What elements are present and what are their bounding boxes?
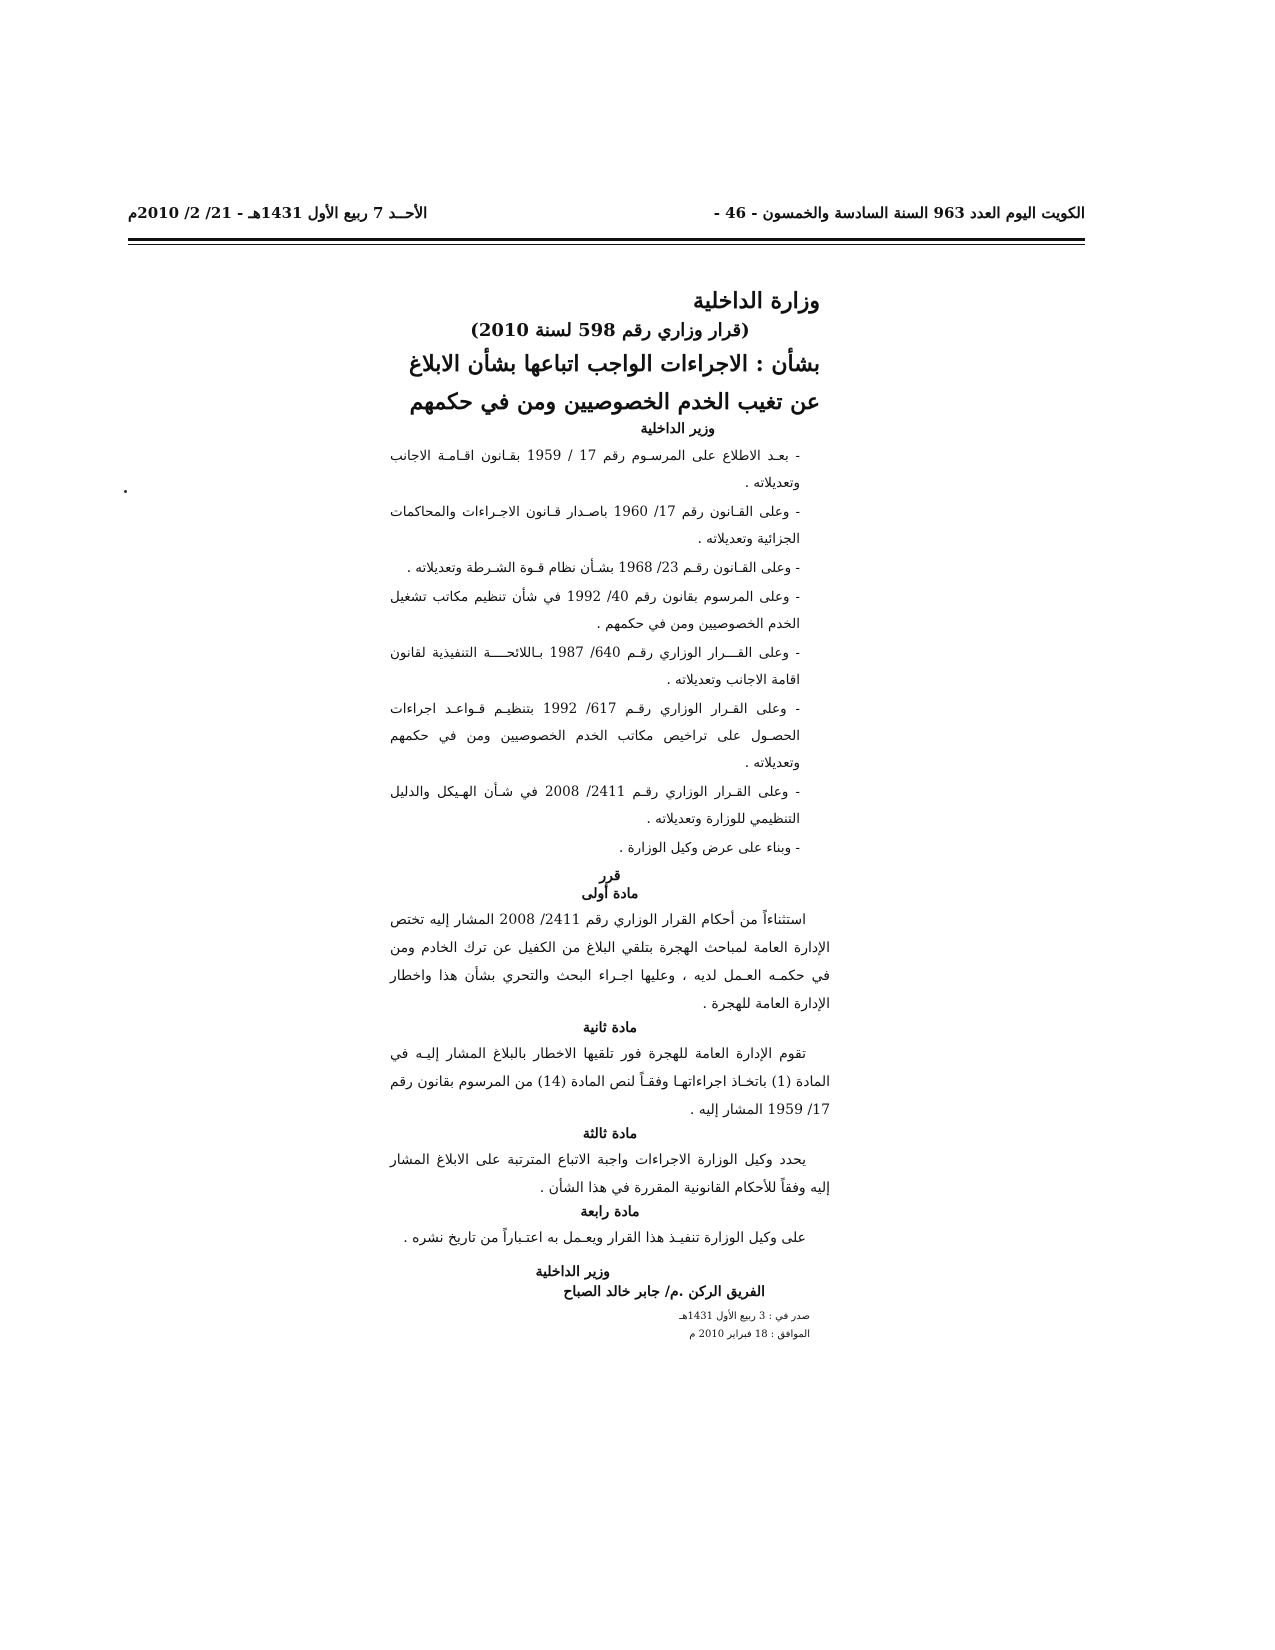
scan-speck	[124, 490, 127, 493]
header-rule	[128, 238, 1085, 241]
article-body: استثناءاً من أحكام القرار الوزاري رقم 2411/ 2008 المشار إليه تختص الإدارة العامة لمباحث الهجرة بتلقي البلاغ من الكفيل عن ترك الخادم ومن في حكمـه العـمل لديه ، وعليها اجـراء البحث والتحري بشأن هذا واخطار الإدارة العامة للهجرة .	[390, 912, 830, 1012]
subject-line-2: عن تغيب الخدم الخصوصيين ومن في حكمهم	[409, 389, 820, 415]
preamble-clause: - وعلى القـرار الوزاري رقـم 617/ 1992 بتنظيـم قـواعـد اجراءات الحصـول على تراخيص مكاتب الخدم الخصوصيين ومن في حكمهم وتعديلاته .	[390, 701, 800, 771]
header-rule-thin	[128, 244, 1085, 245]
subject-line-1: بشأن : الاجراءات الواجب اتباعها بشأن الابلاغ	[408, 351, 820, 377]
article-body: يحدد وكيل الوزارة الاجراءات واجبة الاتباع المترتبة على الابلاغ المشار إليه وفقاً للأحكام القانونية المقررة في هذا الشأن .	[390, 1152, 830, 1196]
issued-date-gregorian: الموافق : 18 فبراير 2010 م	[689, 1329, 810, 1340]
article-title: مادة أولى	[581, 886, 639, 902]
issue-info: الكويت اليوم العدد 963 السنة السادسة والخمسون - 46 -	[713, 204, 1085, 222]
article-title: مادة رابعة	[580, 1204, 640, 1220]
preamble-clause: - وعلى القـانون رقم 17/ 1960 باصـدار قـانون الاجـراءات والمحاكمات الجزائية وتعديلاته .	[390, 504, 800, 547]
minister-heading: وزير الداخلية	[640, 421, 715, 437]
article-title: مادة ثانية	[583, 1020, 637, 1036]
decision-number: (قرار وزاري رقم 598 لسنة 2010)	[470, 320, 750, 341]
decided-heading: قرر	[599, 868, 621, 884]
preamble-clause: - وعلى القـرار الوزاري رقـم 2411/ 2008 في شـأن الهـيكل والدليل التنظيمي للوزارة وتعديلاته .	[390, 784, 800, 827]
preamble-clause: - وبناء على عرض وكيل الوزارة .	[619, 840, 800, 856]
page-header	[128, 204, 1085, 228]
decision-column	[390, 288, 830, 1344]
preamble-clause: - بعـد الاطلاع على المرسـوم رقم 17 / 1959 بقـانون اقـامـة الاجانب وتعديلاته .	[390, 448, 800, 491]
preamble-clause: - وعلى المرسوم بقانون رقم 40/ 1992 في شأن تنظيم مكاتب تشغيل الخدم الخصوصيين ومن في حكمهم .	[390, 589, 800, 632]
article-title: مادة ثالثة	[582, 1126, 638, 1142]
article-body: على وكيل الوزارة تنفيـذ هذا القرار ويعـمل به اعتـباراً من تاريخ نشره .	[403, 1230, 806, 1246]
article-body: تقوم الإدارة العامة للهجرة فور تلقيها الاخطار بالبلاغ المشار إليـه في المادة (1) باتخـاذ اجراءاتهـا وفقـاً لنص المادة (14) من المرسوم بقانون رقم 17/ 1959 المشار إليه .	[390, 1046, 830, 1118]
issued-date-hijri: صدر في : 3 ربيع الأول 1431هـ	[679, 1311, 810, 1322]
preamble-clause: - وعلى القـانون رقـم 23/ 1968 بشـأن نظام قـوة الشـرطة وتعديلاته .	[406, 560, 800, 576]
signatory-title: وزير الداخلية	[535, 1264, 610, 1280]
signatory-name: الفريق الركن .م/ جابر خالد الصباح	[563, 1284, 765, 1300]
date-info: الأحــد 7 ربيع الأول 1431هـ - 21/ 2/ 2010م	[128, 204, 428, 222]
ministry-name: وزارة الداخلية	[693, 288, 820, 314]
preamble-clause: - وعلى القـــرار الوزاري رقـم 640/ 1987 بـاللائحــــة التنفيذية لقانون اقامة الاجانب وتعديلاته .	[390, 645, 800, 688]
